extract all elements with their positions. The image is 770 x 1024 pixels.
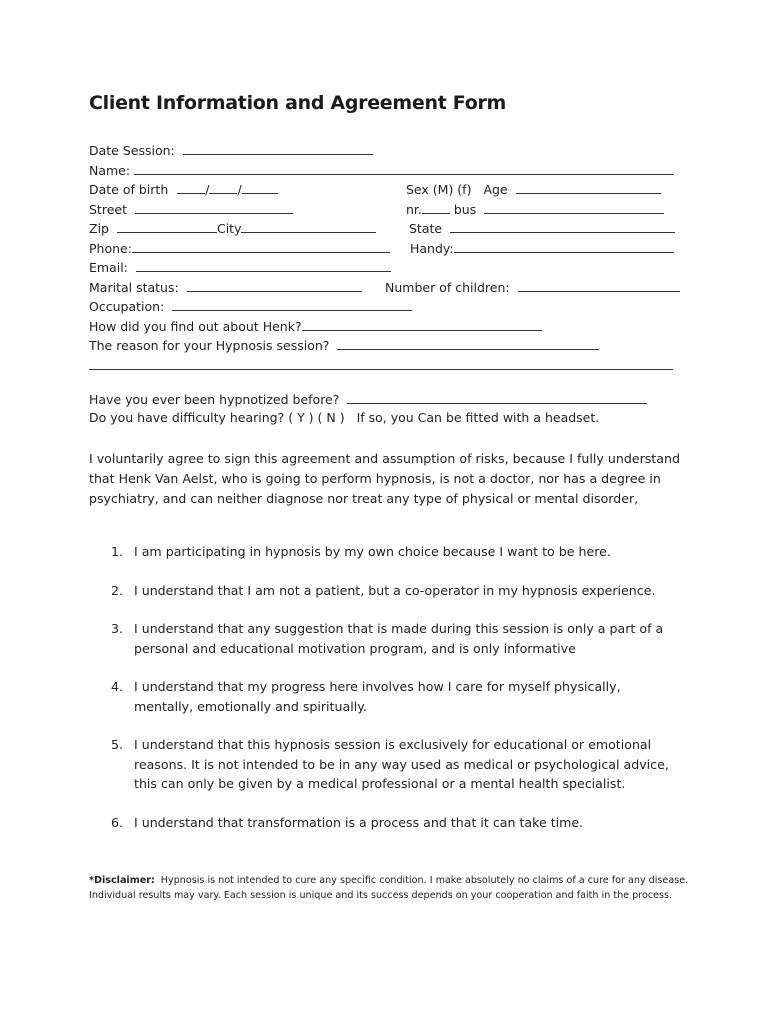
- reason-continuation-row: [89, 355, 689, 375]
- occupation-row: [89, 296, 689, 316]
- age-field[interactable]: [516, 179, 661, 194]
- list-item-text: I am participating in hypnosis by my own choice because I want to be here.: [134, 544, 611, 559]
- marital-children-row: [89, 277, 689, 297]
- hearing-question: Do you have difficulty hearing? ( Y ) ( N ): [89, 410, 345, 425]
- agreement-list: [89, 542, 679, 832]
- city-field[interactable]: [241, 218, 376, 233]
- list-item-text: I understand that any suggestion that is made during this session is only a part of a personal and educational motivation program, and is only informative: [134, 621, 664, 656]
- disclaimer-label: *Disclaimer:: [89, 875, 155, 886]
- dob-month-field[interactable]: [209, 179, 237, 194]
- hypnosis-questions: [89, 389, 689, 427]
- email-label: Email:: [89, 260, 128, 275]
- street-field[interactable]: [135, 199, 293, 214]
- list-item-text: I understand that this hypnosis session is exclusively for educational or emotional reasons. It is not intended to be in any way used as medical or psychological advice, this can only be given by a medical professional or a mental health specialist.: [134, 737, 669, 791]
- handy-field[interactable]: [454, 238, 674, 253]
- how-found-field[interactable]: [302, 316, 542, 331]
- name-label: Name:: [89, 162, 131, 178]
- list-item: [89, 735, 679, 794]
- name-field[interactable]: [134, 160, 674, 175]
- state-field[interactable]: [450, 218, 675, 233]
- phone-field[interactable]: [132, 238, 390, 253]
- age-label: Age: [483, 182, 508, 197]
- how-found-label: How did you find out about Henk?: [89, 318, 302, 334]
- email-row: [89, 257, 689, 277]
- list-item-text: I understand that transformation is a process and that it can take time.: [134, 814, 584, 830]
- list-item: [89, 542, 679, 562]
- date-session-field[interactable]: [183, 140, 373, 155]
- list-item: [89, 619, 679, 658]
- list-item-number: 4.: [111, 679, 124, 694]
- state-label: State: [409, 221, 443, 236]
- reason-continuation-field[interactable]: [89, 355, 673, 370]
- city-label: City: [216, 221, 242, 236]
- sex-label: Sex (M) (f): [406, 182, 472, 197]
- zip-field[interactable]: [117, 218, 217, 233]
- page-title: Client Information and Agreement Form: [89, 92, 507, 114]
- marital-status-label: Marital status:: [89, 279, 179, 295]
- date-session-label: Date Session:: [89, 143, 175, 158]
- reason-label: The reason for your Hypnosis session?: [89, 338, 330, 353]
- hearing-row: [89, 408, 689, 427]
- zip-label: Zip: [89, 221, 109, 236]
- list-item-number: 1.: [111, 544, 124, 559]
- nr-label: nr.: [406, 201, 422, 217]
- dob-sex-age-row: Date of birth / / Sex (M) (f) Age: [89, 179, 689, 199]
- disclaimer-text: Hypnosis is not intended to cure any specific condition. I make absolutely no claims of a cure for any disease. Individual results may vary. Each session is unique and its success depends on your cooperation and faith in the process.: [89, 875, 689, 901]
- street-row: [89, 199, 689, 219]
- list-item-number: 5.: [111, 737, 124, 752]
- occupation-field[interactable]: [172, 296, 412, 311]
- bus-label: bus: [453, 201, 477, 217]
- handy-label: Handy:: [410, 240, 454, 256]
- email-field[interactable]: [136, 257, 391, 272]
- date-of-birth-label: Date of birth: [89, 182, 169, 197]
- list-item: [89, 677, 679, 716]
- list-item: [89, 581, 679, 601]
- reason-row: [89, 335, 689, 355]
- name-row: [89, 160, 689, 180]
- client-info-fields: [89, 140, 689, 374]
- disclaimer: [89, 873, 689, 903]
- hypnotized-field[interactable]: [347, 389, 647, 404]
- dob-year-field[interactable]: [242, 179, 278, 194]
- headset-note: If so, you Can be fitted with a headset.: [356, 410, 600, 425]
- zip-city-state-row: [89, 218, 689, 238]
- bus-field[interactable]: [484, 199, 664, 214]
- phone-handy-row: [89, 238, 689, 258]
- date-session-row: [89, 140, 689, 160]
- nr-field[interactable]: [422, 199, 450, 214]
- dob-day-field[interactable]: [177, 179, 205, 194]
- marital-status-field[interactable]: [187, 277, 362, 292]
- agreement-intro: I voluntarily agree to sign this agreement and assumption of risks, because I fully understand that Henk Van Aelst, who is going to perform hypnosis, is not a doctor, nor has a degree in psychiatry, and can neither diagnose nor treat any type of physical or mental disorder,: [89, 451, 680, 506]
- how-found-row: [89, 316, 689, 336]
- number-of-children-field[interactable]: [518, 277, 680, 292]
- occupation-label: Occupation:: [89, 299, 165, 314]
- list-item-text: I understand that my progress here involves how I care for myself physically, mentally, emotionally and spiritually.: [134, 679, 621, 714]
- number-of-children-label: Number of children:: [385, 279, 510, 295]
- hypnotized-row: [89, 389, 689, 408]
- phone-label: Phone:: [89, 240, 132, 256]
- list-item-number: 2.: [111, 582, 124, 598]
- list-item-number: 3.: [111, 621, 124, 636]
- list-item: [89, 813, 679, 833]
- reason-field[interactable]: [337, 335, 599, 350]
- list-item-text: I understand that I am not a patient, but a co-operator in my hypnosis experience.: [134, 582, 656, 598]
- list-item-number: 6.: [111, 814, 124, 830]
- hypnotized-question: Have you ever been hypnotized before?: [89, 392, 340, 407]
- street-label: Street: [89, 201, 127, 217]
